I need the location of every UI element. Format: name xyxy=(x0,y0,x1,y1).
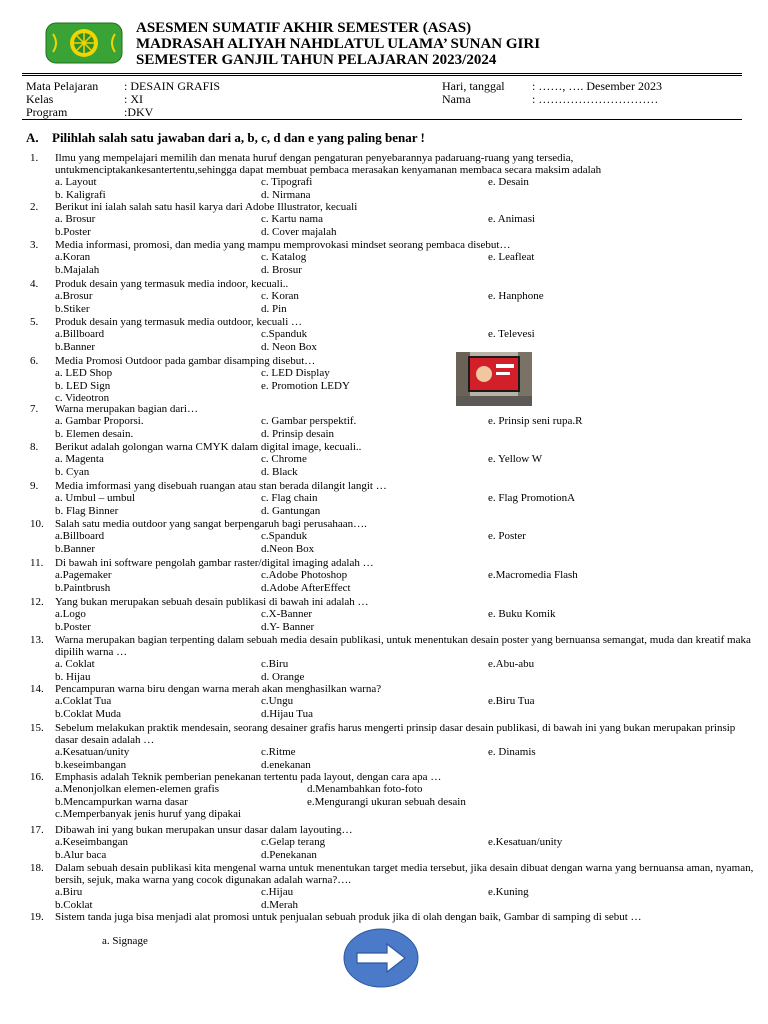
answer-option: e. Leafleat xyxy=(488,251,535,263)
answer-option: d. Orange xyxy=(261,670,305,683)
answer-option: e. Animasi xyxy=(488,213,536,225)
answer-option: c. Flag chain xyxy=(261,492,318,504)
answer-option: e. Televesi xyxy=(488,328,535,340)
answer-option: e.Mengurangi ukuran sebuah desain xyxy=(307,795,466,808)
answer-option: b. Cyan xyxy=(55,465,90,478)
kelas-label: Kelas xyxy=(26,92,54,106)
answer-option: d.Merah xyxy=(261,898,298,911)
answer-option: c.Ritme xyxy=(261,746,296,758)
answer-option: b.Poster xyxy=(55,225,91,238)
answer-option: e. Hanphone xyxy=(488,290,544,302)
answer-option: c.Hijau xyxy=(261,886,294,898)
answer-option: c. Gambar perspektif. xyxy=(261,415,357,427)
answer-option: b.Majalah xyxy=(55,263,100,276)
madrasah-logo xyxy=(45,22,123,64)
question-number: 4. xyxy=(30,278,39,290)
answer-option: d. Cover majalah xyxy=(261,225,337,238)
answer-option: d.Y- Banner xyxy=(261,620,315,633)
answer-option: d.Penekanan xyxy=(261,848,317,861)
question-text: Dibawah ini yang bukan merupakan unsur dasar dalam layouting… xyxy=(55,824,353,836)
answer-option: e.Kesatuan/unity xyxy=(488,836,563,848)
answer-option: e. Desain xyxy=(488,176,529,188)
answer-option: a.Koran xyxy=(55,251,91,263)
question-text: Media imformasi yang disebuah ruangan atau stan berada dilangit langit … xyxy=(55,480,387,492)
answer-option: e. Yellow W xyxy=(488,453,543,465)
answer-option: e. Dinamis xyxy=(488,746,536,758)
question-text: Warna merupakan bagian dari… xyxy=(55,403,198,415)
question-number: 13. xyxy=(30,634,44,646)
answer-option: c.X-Banner xyxy=(261,608,313,620)
answer-option: a.Kesatuan/unity xyxy=(55,746,130,758)
answer-option: a. Magenta xyxy=(55,453,104,465)
answer-option: d. Pin xyxy=(261,302,287,315)
answer-option: c.Gelap terang xyxy=(261,836,326,848)
answer-option: a.Biru xyxy=(55,886,83,898)
answer-option: b.Coklat Muda xyxy=(55,707,121,720)
header-rule-top xyxy=(22,73,742,74)
answer-option: d. Neon Box xyxy=(261,340,317,353)
question-number: 6. xyxy=(30,355,39,367)
answer-option: a.Brosur xyxy=(55,290,93,302)
answer-option: c. Chrome xyxy=(261,453,307,465)
info-left xyxy=(26,80,220,119)
section-instruction: Pilihlah salah satu jawaban dari a, b, c, d dan e yang paling benar ! xyxy=(52,130,425,145)
header-line-3: SEMESTER GANJIL TAHUN PELAJARAN 2023/2024 xyxy=(136,52,497,68)
question-text: Di bawah ini software pengolah gambar raster/digital imaging adalah … xyxy=(55,557,374,569)
header-line-1: ASESMEN SUMATIF AKHIR SEMESTER (ASAS) xyxy=(136,20,472,36)
question-text: Produk desain yang termasuk media indoor, kecuali.. xyxy=(55,278,289,290)
question-text: Emphasis adalah Teknik pemberian penekanan tertentu pada layout, dengan cara apa … xyxy=(55,771,442,783)
answer-option: c.Ungu xyxy=(261,695,294,707)
question-number: 3. xyxy=(30,239,39,251)
question-number: 7. xyxy=(30,403,39,415)
answer-option: c.Memperbanyak jenis huruf yang dipakai xyxy=(55,808,242,820)
answer-option: c. Katalog xyxy=(261,251,307,263)
nama-label: Nama xyxy=(442,92,471,106)
question-text: Dalam sebuah desain publikasi kita mengenal warna untuk menentukan target media tersebut, jika desain dibuat dengan warna yang bernuansa aman, nyaman, bersih, sejuk, maka warna yang cocok digunakan adalah warna?…. xyxy=(55,862,754,887)
answer-option: c.Biru xyxy=(261,658,289,670)
answer-option: a. Umbul – umbul xyxy=(55,492,136,504)
hari-value: : ……, …. Desember 2023 xyxy=(532,79,662,93)
question-text: Berikut ini ialah salah satu hasil karya dari Adobe Illustrator, kecuali xyxy=(55,201,358,213)
answer-option: b.Coklat xyxy=(55,898,93,911)
answer-option: d. Prinsip desain xyxy=(261,427,335,440)
answer-option: b.Banner xyxy=(55,542,96,555)
question-number: 16. xyxy=(30,771,44,783)
answer-option: c.Spanduk xyxy=(261,530,308,542)
answer-option: b. Flag Binner xyxy=(55,504,119,517)
answer-option: b. Kaligrafi xyxy=(55,188,106,201)
answer-option: d.Hijau Tua xyxy=(261,707,313,720)
answer-option: d.Neon Box xyxy=(261,542,315,555)
question-number: 11. xyxy=(30,557,44,569)
section-letter: A. xyxy=(26,130,39,145)
info-rule xyxy=(22,119,742,120)
question-text: Produk desain yang termasuk media outdoor, kecuali … xyxy=(55,316,303,328)
answer-option: a.Keseimbangan xyxy=(55,836,128,848)
answer-option: b.Alur baca xyxy=(55,848,107,861)
header-line-2: MADRASAH ALIYAH NAHDLATUL ULAMA’ SUNAN GIRI xyxy=(136,36,541,52)
mapel-value: : DESAIN GRAFIS xyxy=(124,79,221,93)
next-page-button[interactable] xyxy=(343,928,419,988)
answer-option: b.Stiker xyxy=(55,302,90,315)
answer-option: c.Adobe Photoshop xyxy=(261,569,348,581)
question-text: Yang bukan merupakan sebuah desain publikasi di bawah ini adalah … xyxy=(55,596,369,608)
section-title xyxy=(26,130,425,146)
question-number: 19. xyxy=(30,911,44,923)
question-text: Sistem tanda juga bisa menjadi alat promosi untuk penjualan sebuah produk jika di olah dengan baik, Gambar di samping di sebut … xyxy=(55,911,642,923)
question-number: 8. xyxy=(30,441,39,453)
answer-option: a.Pagemaker xyxy=(55,569,112,581)
answer-option: e. Prinsip seni rupa.R xyxy=(488,415,583,427)
question-number: 18. xyxy=(30,862,44,874)
answer-option: d.enekanan xyxy=(261,758,311,771)
answer-option: b.Poster xyxy=(55,620,91,633)
answer-option: e. Poster xyxy=(488,530,526,542)
answer-option: a.Logo xyxy=(55,608,86,620)
answer-option: a. Layout xyxy=(55,176,97,188)
question-text: Media informasi, promosi, dan media yang mampu memprovokasi mindset seorang pembaca disebut… xyxy=(55,239,511,251)
answer-option: d.Menambahkan foto-foto xyxy=(307,783,423,795)
answer-option: c. Tipografi xyxy=(261,176,313,188)
answer-option: a.Billboard xyxy=(55,328,105,340)
question-text: Warna merupakan bagian terpenting dalam sebuah media desain publikasi, untuk menentukan desain poster yang bernuansa semangat, muda dan kreatif maka dipilih warna … xyxy=(55,634,751,659)
question-text: Salah satu media outdoor yang sangat berpengaruh bagi perusahaan…. xyxy=(55,518,367,530)
info-right xyxy=(442,80,662,106)
answer-option: d. Nirmana xyxy=(261,188,311,201)
answer-option: b.Banner xyxy=(55,340,96,353)
answer-option: a. Signage xyxy=(102,935,148,947)
question-text: Berikut adalah golongan warna CMYK dalam digital image, kecuali.. xyxy=(55,441,362,453)
question-text: Media Promosi Outdoor pada gambar disamping disebut… xyxy=(55,355,316,367)
answer-option: b.Mencampurkan warna dasar xyxy=(55,795,188,808)
answer-option: c. Koran xyxy=(261,290,299,302)
answer-option: b. LED Sign xyxy=(55,379,111,392)
answer-option: e.Kuning xyxy=(488,886,529,898)
answer-option: b. Hijau xyxy=(55,670,91,683)
header-rule-bottom xyxy=(22,75,742,76)
question-number: 9. xyxy=(30,480,39,492)
hari-label: Hari, tanggal xyxy=(442,79,505,93)
question-number: 12. xyxy=(30,596,44,608)
answer-option: d. Black xyxy=(261,465,298,478)
question-number: 14. xyxy=(30,683,44,695)
mapel-label: Mata Pelajaran xyxy=(26,79,99,93)
kelas-value: : XI xyxy=(124,92,143,106)
answer-option: d. Brosur xyxy=(261,263,302,276)
question-number: 1. xyxy=(30,152,39,164)
answer-option: b. Elemen desain. xyxy=(55,427,134,440)
answer-option: e. Buku Komik xyxy=(488,608,556,620)
answer-option: c. LED Display xyxy=(261,367,330,379)
answer-option: b.keseimbangan xyxy=(55,758,127,771)
question-number: 2. xyxy=(30,201,39,213)
program-label: Program xyxy=(26,105,68,119)
question-text: Sebelum melakukan praktik mendesain, seorang desainer grafis harus mengerti prinsip dasar desain publikasi, di bawah ini yang bukan merupakan prinsip dasar desain adalah … xyxy=(55,722,736,747)
answer-option: e. Promotion LEDY xyxy=(261,379,350,392)
answer-option: a. Gambar Proporsi. xyxy=(55,415,144,427)
answer-option: a.Billboard xyxy=(55,530,105,542)
answer-option: c. Videotron xyxy=(55,392,110,404)
question-number: 10. xyxy=(30,518,44,530)
question-text: Ilmu yang mempelajari memilih dan menata huruf dengan pengaturan penyebarannya padaruang-ruang yang tersedia, untukmenciptakankesantertentu,sehingga dapat membuat pembaca merasakan kenyamanan membaca secara maksim adalah xyxy=(55,152,602,177)
answer-option: b.Paintbrush xyxy=(55,581,111,594)
billboard-photo xyxy=(456,352,532,406)
question-text: Pencampuran warna biru dengan warna merah akan menghasilkan warna? xyxy=(55,683,382,695)
answer-option: a. Brosur xyxy=(55,213,96,225)
document-header xyxy=(136,20,540,68)
program-value: :DKV xyxy=(124,105,154,119)
question-number: 5. xyxy=(30,316,39,328)
question-number: 15. xyxy=(30,722,44,734)
answer-option: e.Macromedia Flash xyxy=(488,569,578,581)
answer-option: e.Biru Tua xyxy=(488,695,535,707)
answer-option: c.Spanduk xyxy=(261,328,308,340)
answer-option: a. Coklat xyxy=(55,658,95,670)
answer-option: a.Menonjolkan elemen-elemen grafis xyxy=(55,783,220,795)
question-number: 17. xyxy=(30,824,44,836)
answer-option: a.Coklat Tua xyxy=(55,695,112,707)
nama-value: : ………………………… xyxy=(532,92,659,106)
answer-option: e.Abu-abu xyxy=(488,658,535,670)
answer-option: d.Adobe AfterEffect xyxy=(261,581,351,594)
answer-option: d. Gantungan xyxy=(261,504,321,517)
answer-option: a. LED Shop xyxy=(55,367,113,379)
answer-option: e. Flag PromotionA xyxy=(488,492,576,504)
answer-option: c. Kartu nama xyxy=(261,213,323,225)
